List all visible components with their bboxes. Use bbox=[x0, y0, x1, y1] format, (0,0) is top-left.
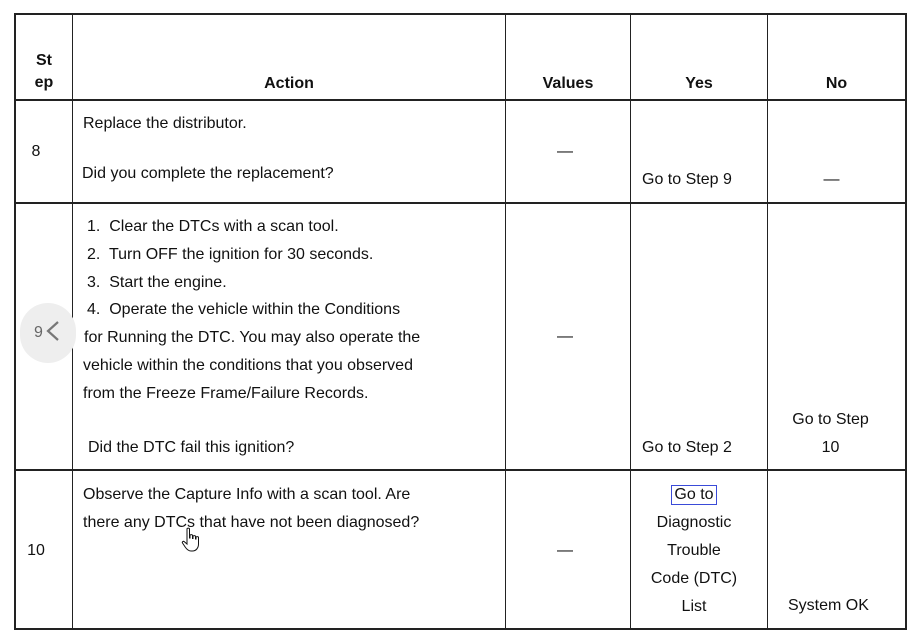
row-divider bbox=[14, 469, 907, 471]
yes-target-line: List bbox=[681, 598, 707, 615]
chevron-left-icon bbox=[44, 319, 62, 348]
table-border-right bbox=[905, 13, 907, 630]
no-target: System OK bbox=[788, 597, 869, 614]
dtc-list-link[interactable]: Go to bbox=[671, 485, 716, 505]
yes-target-line: Code (DTC) bbox=[650, 570, 738, 587]
values-dash: — bbox=[557, 542, 573, 559]
header-action: Action bbox=[264, 75, 314, 92]
column-divider bbox=[767, 13, 768, 630]
yes-target: Go to Step 9 bbox=[642, 171, 732, 188]
action-list-item: 1. Clear the DTCs with a scan tool. bbox=[87, 218, 339, 235]
table-border-top bbox=[14, 13, 907, 15]
header-step-line1: St bbox=[36, 52, 52, 69]
action-question: Did the DTC fail this ignition? bbox=[88, 439, 295, 456]
header-values: Values bbox=[542, 75, 594, 92]
previous-page-number: 9 bbox=[34, 324, 43, 341]
action-continuation: vehicle within the conditions that you observed bbox=[83, 357, 413, 374]
row-divider bbox=[14, 202, 907, 204]
step-number: 10 bbox=[27, 542, 45, 559]
yes-target-line: Trouble bbox=[667, 542, 721, 559]
header-divider bbox=[14, 99, 907, 101]
action-text: Replace the distributor. bbox=[83, 115, 247, 132]
yes-target: Go to Step 2 bbox=[642, 439, 732, 456]
step-number: 8 bbox=[31, 143, 41, 160]
header-no: No bbox=[825, 75, 848, 92]
yes-target bbox=[631, 481, 757, 621]
header-yes: Yes bbox=[685, 75, 713, 92]
previous-page-button[interactable] bbox=[20, 303, 76, 363]
hand-pointer-icon bbox=[181, 527, 203, 553]
no-target-line1: Go to Step bbox=[792, 411, 869, 428]
header-step-line2: ep bbox=[34, 74, 54, 91]
table-border-bottom bbox=[14, 628, 907, 630]
action-list-item: 2. Turn OFF the ignition for 30 seconds. bbox=[87, 246, 374, 263]
values-dash: — bbox=[557, 143, 573, 160]
no-target bbox=[768, 406, 893, 462]
action-continuation: from the Freeze Frame/Failure Records. bbox=[83, 385, 369, 402]
no-dash: — bbox=[823, 171, 840, 188]
action-text: there any DTCs that have not been diagnosed? bbox=[83, 514, 420, 531]
action-list-item: 4. Operate the vehicle within the Conditions bbox=[87, 301, 401, 318]
action-text: Observe the Capture Info with a scan tool. Are bbox=[83, 486, 411, 503]
action-list-item: 3. Start the engine. bbox=[87, 274, 227, 291]
yes-target-line: Diagnostic bbox=[656, 514, 732, 531]
values-dash: — bbox=[557, 328, 573, 345]
action-question: Did you complete the replacement? bbox=[82, 165, 334, 182]
action-continuation: for Running the DTC. You may also operate the bbox=[84, 329, 421, 346]
no-target-line2: 10 bbox=[821, 439, 840, 456]
header-step bbox=[16, 50, 72, 94]
